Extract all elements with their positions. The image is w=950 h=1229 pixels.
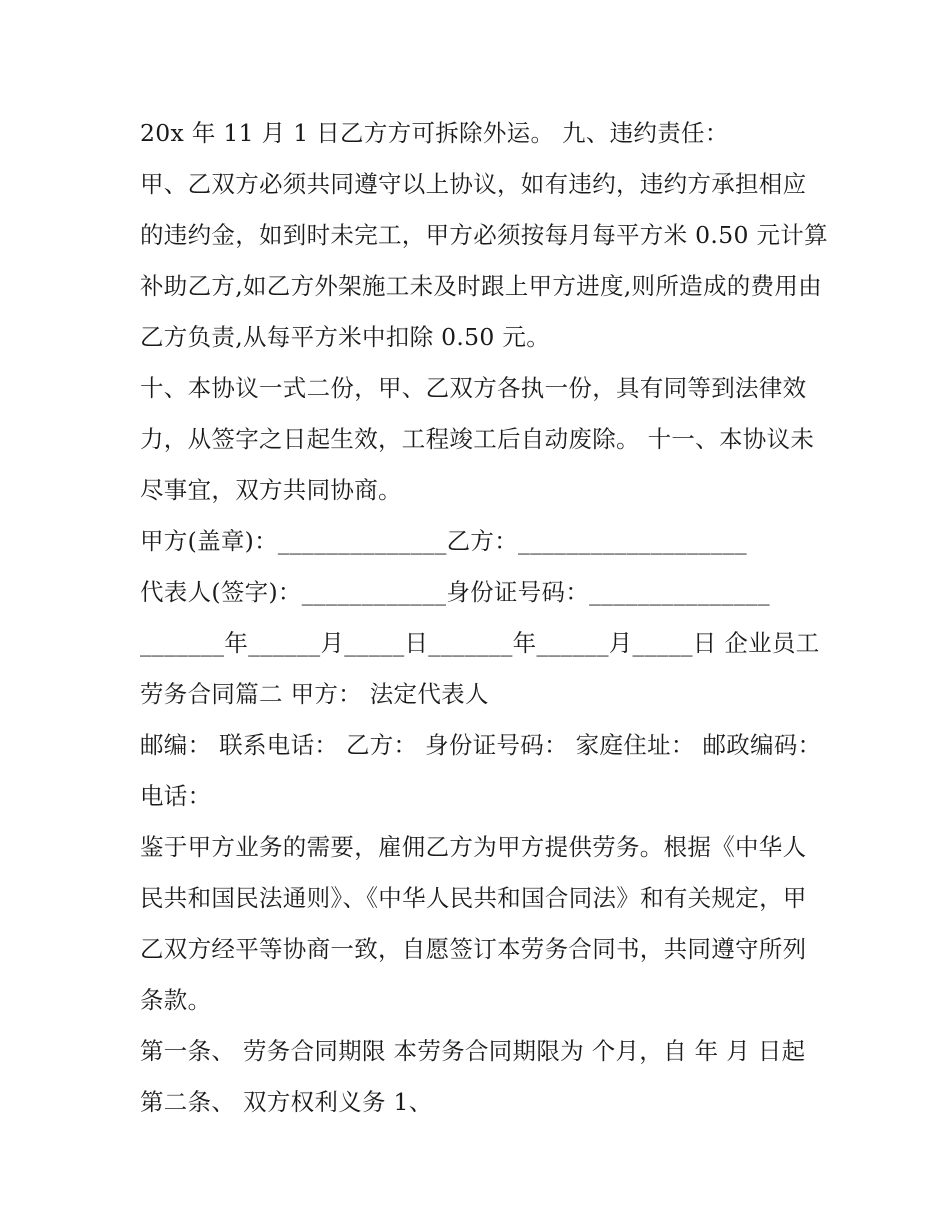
document-body (140, 108, 830, 1128)
paragraph-copies-and-validity: 十、本协议一式二份，甲、乙双方各执一份，具有同等到法律效力，从签字之日起生效，工程竣工后自动废除。 十一、本协议未尽事宜，双方共同协商。 (140, 374, 815, 504)
date-line-and-contract-two-heading: _______年______月_____日_______年______月_____日 企业员工劳务合同篇二 甲方： 法定代表人 (140, 629, 820, 708)
paragraph-preamble: 鉴于甲方业务的需要，雇佣乙方为甲方提供劳务。根据《中华人民共和国民法通则》、《中华人民共和国合同法》和有关规定，甲乙双方经平等协商一致，自愿签订本劳务合同书，共同遵守所列条款。 (140, 833, 807, 1014)
signature-line-parties: 甲方(盖章)：______________乙方：___________________ (140, 527, 747, 555)
party-contact-fields: 邮编： 联系电话： 乙方： 身份证号码： 家庭住址： 邮政编码： 电话： (140, 731, 830, 810)
paragraph-breach-liability: 甲、乙双方必须共同遵守以上协议，如有违约，违约方承担相应的违约金，如到时未完工，甲方必须按每月每平方米 0.50 元计算补助乙方,如乙方外架施工未及时跟上甲方进度,则所造成的费用由乙方负责,从每平方米中扣除 0.50 元。 (140, 170, 828, 351)
paragraph-completion-and-breach-heading: 20x 年 11 月 1 日乙方方可拆除外运。 九、违约责任： (140, 119, 729, 147)
signature-line-representative: 代表人(签字)：____________身份证号码：_______________ (140, 578, 770, 606)
paragraph-article-one: 第一条、 劳务合同期限 本劳务合同期限为 个月，自 年 月 日起 第二条、 双方权利义务 1、 (140, 1037, 814, 1116)
